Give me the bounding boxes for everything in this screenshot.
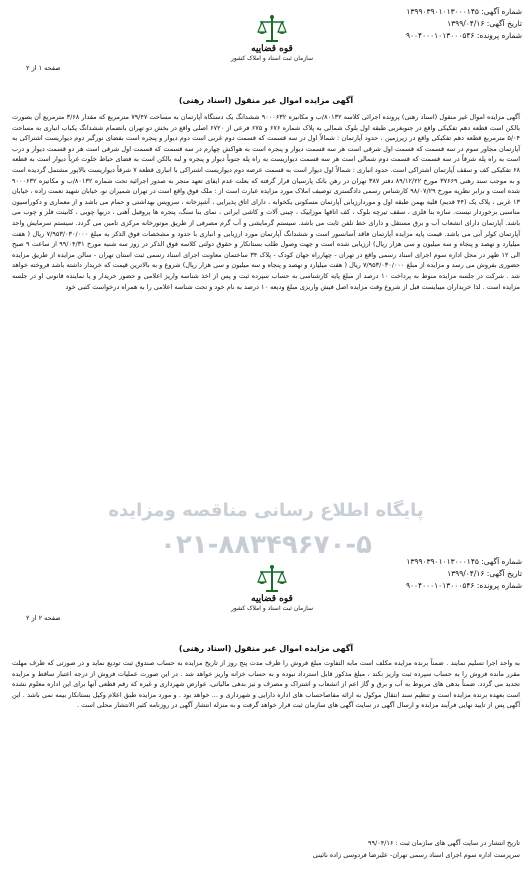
scales-logo-icon bbox=[256, 564, 288, 594]
publish-date: تاریخ انتشار در سایت آگهی های سازمان ثبت : ۹۹/۰۴/۱۶ bbox=[368, 839, 520, 847]
notice-date: تاریخ آگهی: ۱۳۹۹/۰۴/۱۶ bbox=[447, 19, 522, 28]
watermark-phone: ۰۲۱-۸۸۳۴۹۶۷۰-۵ bbox=[159, 530, 372, 560]
notice-title: آگهی مزایده اموال غیر منقول (اسناد رهنی) bbox=[178, 644, 354, 653]
emblem-subtitle: سازمان ثبت اسناد و املاک کشور bbox=[230, 55, 314, 62]
judiciary-emblem bbox=[222, 14, 322, 70]
file-number: شماره پرونده: ۹۰۰۴۰۰۰۱۰۱۳۰۰۰۵۴۶ bbox=[405, 581, 522, 590]
signature-line: سرپرست اداره سوم اجرای اسناد رسمی تهران- علیرضا فردوسی زاده نائینی bbox=[312, 851, 520, 859]
emblem-title: قوه قضاییه bbox=[251, 44, 293, 54]
emblem-subtitle: سازمان ثبت اسناد و املاک کشور bbox=[230, 605, 314, 612]
file-number: شماره پرونده: ۹۰۰۴۰۰۰۱۰۱۳۰۰۰۵۴۶ bbox=[405, 31, 522, 40]
notice-meta bbox=[406, 556, 522, 592]
emblem-title: قوه قضاییه bbox=[251, 594, 293, 604]
page-number: صفحه ۲ از ۲ bbox=[26, 614, 61, 622]
notice-date: تاریخ آگهی: ۱۳۹۹/۰۴/۱۶ bbox=[447, 569, 522, 578]
notice-page-1 bbox=[8, 4, 524, 512]
notice-number: شماره آگهی: ۱۳۹۹۰۳۹۰۱۰۱۳۰۰۰۱۴۵ bbox=[406, 557, 522, 566]
scales-logo-icon bbox=[256, 14, 288, 44]
notice-title: آگهی مزایده اموال غیر منقول (اسناد رهنی) bbox=[178, 96, 354, 105]
notice-body: آگهی مزایده اموال غیر منقول (اسناد رهنی) پرونده اجرائی کلاسه ۸۰۱۳۲/ب و مکانیزه ۹۰۰۰۶۳۲ ششدانگ یک دستگاه آپارتمان به مساحت ۷۹/۴۷ مترمربع که مقدار ۳/۶۸ مترمربع آن بصورت بالکن است قطعه دهم تفکیکی واقع در جنوبغربی طبقه اول بلوک شمالی به پلاک شماره ۶۷۶ و ۶۷۵ فرعی از ۶۷۲۰ اصلی واقع در بخش دو تهران بانضمام ششدانگ یکباب انباری به مساحت ۵/۰۴ مترمربع قطعه دهم تفکیکی واقع در زیرزمین ، حدود آپارتمان : شمالاً اول در سه قسمت که قسمت دوم غربی است دوم دیوار و پنجره است بفضای نورگیر دوم دیواریست اشتراکی به آپارتمان مجاور سوم در سه قسمت که قسمت اول شرقی است هر سه قسمت دیوار و پنجره است به هواکش چهارم در سه قسمت که قسمت اول شرقی است هر دو قسمت دیوار و درب است به راه پله شرقاً در سه قسمت که قسمت دوم شمالی است هر سه قسمت دیواریست به راه پله جنوباً دیوار و پنجره و لبه بالکن است به فضای حیاط خلوت غرباً دیوار است به قطعه ۶۸ تفکیکی کف و سقف آپارتمان اشتراکی است. حدود انباری : شمالاً اول دیوار است به قسمت عرصه دوم دیواریست اشتراکی با انباری قطعه ۷ شرقاً دیواریست بالاپور مشتمل گردیده است و به موجب سند رهنی ۳۷۶۶۹ مورخ ۸۹/۱۲/۲۲ دفتر ۳۸۷ تهران در رهن بانک پارسیان قرار گرفته که بعلت عدم ایفای تعهد منجر به صدور اجرائیه تحت شماره ۸۰۱۳۲/ب و مکانیزه ۹۰۰۰۶۳۲ شده است و برابر نظریه مورخ ۹۸/۰۷/۲۹ کارشناس رسمی دادگستری توصیف املاک مورد مزایده عبارت است از : ملک فوق واقع است در تهران شمیران نو، خیابان شهید نعمت زاده ، خیابان ۱۳ غربی ، پلاک یک (۴۴ قدیم) قلیه بهمن طبقه اول و موردارزیابی آپارتمان مسکونی یکخوابه ، دارای اتاق پذیرایی ، آشپزخانه ، سرویس بهداشتی و حمام می باشد و از معماری و دکوراسیون مناسبی برخوردار نیست. سازه بنا فلزی ، سقف تیرچه بلوک ، کف اتاقها موزاییک ، چینی آلات و کاشی ایرانی ، نمای بنا سنگ، پنجره ها پروفیل آهنی ، دربها چوبی ، کابینت فلز و چوب می باشد. آپارتمان دارای انشعاب آب و برق مستقل و دارای خط تلفن ثابت می باشد. سیستم گرمایشی و آب گرم مصرفی از طریق موتورخانه مرکزی تامین می گردد. سیستم سرمایش واحد آپارتمان کولر آبی می باشد. قیمت پایه مزایده آپارتمان فاقد آسانسور است و ششدانگ آپارتمان مورد ارزیابی و انباری با حدود و مشخصات فوق الذکر به مبلغ ۷/۹۵۳/۰۳۰/۰۰۰ ریال ( هفت میلیارد و نهصد و پنجاه و سه میلیون و سی هزار ریال) ارزیابی شده است و جهت وصول طلب بستانکار و حقوق دولتی کلاسه فوق الذکر در روز سه شنبه مورخ ۹۹/۰۴/۳۱ از ساعت ۹ صبح الی ۱۲ ظهر در محل اداره سوم اجرای اسناد رسمی واقع در تهران - چهارراه جهان کودک - پلاک ۳۴ ساختمان معاونت اجرای اسناد رسمی ثبت استان تهران - سالن مزایده از طریق مزایده حضوری بفروش می رسد و مزایده از مبلغ ۷/۹۵۳/۰۳۰/۰۰۰ ریال ( هفت میلیارد و نهصد و پنجاه و سه میلیون و سی هزار ریال) شروع و به بالاترین قیمت که خریدار داشته باشد فروخته خواهد شد . شرکت در جلسه مزایده منوط به پرداخت ۱۰ درصد از مبلغ پایه کارشناسی به حساب سپرده ثبت و پس از اخذ شناسه واریز اعلامی و حضور خریدار و یا نماینده قانونی او در جلسه مزایده است . لذا خریداران میبایست قبل از شروع وقت مزایده اصل فیش واریزی مبلغ ودیعه ۱۰ درصد به نام خود و تحت شناسه اعلامی را به همراه درخواست کتبی خود bbox=[12, 113, 521, 291]
notice-page-2 bbox=[8, 554, 524, 868]
watermark-text: پایگاه اطلاع رسانی مناقصه ومزایده bbox=[108, 500, 424, 521]
notice-number: شماره آگهی: ۱۳۹۹۰۳۹۰۱۰۱۳۰۰۰۱۴۵ bbox=[406, 7, 522, 16]
page-number: صفحه ۱ از ۲ bbox=[26, 64, 61, 72]
notice-meta bbox=[406, 6, 522, 42]
judiciary-emblem bbox=[222, 564, 322, 620]
notice-body: به واحد اجرا تسلیم نمایند . ضمناً برنده مزایده مکلف است مابه التفاوت مبلغ فروش را ظرف مدت پنج روز از تاریخ مزایده به حساب صندوق ثبت تودیع نماید و در صورتی که ظرف مهلت مقرر مانده فروش را به حساب سپرده ثبت واریز نکند ، مبلغ مذکور قابل استرداد نبوده و به حساب خزانه واریز خواهد شد . در این صورت عملیات فروش از درجه اعتبار ساقط و مزایده تجدید می گردد. ضمناً بدهی های مربوط به آب و برق و گاز اعم از انشعاب و اشتراک و مصرف و نیز بدهی مالیاتی، عوارض شهرداری و غیره که رقم قطعی آنها برای این اداره معلوم نشده است بعهده برنده مزایده است و تنظیم سند انتقال موکول به ارائه مفاصاحساب های اداره دارایی و شهرداری و ... خواهد بود . و مورد مزایده طبق اعلام وکیل بستانکار بیمه نمی باشد . این آگهی پس از تایید نهایی فرآیند مزایده و ارسال آگهی در سایت آگهی های سازمان ثبت قرار خواهد گرفت و به منزله انتشار آگهی در روزنامه کثیر الانتشار محلی است . bbox=[12, 659, 520, 710]
